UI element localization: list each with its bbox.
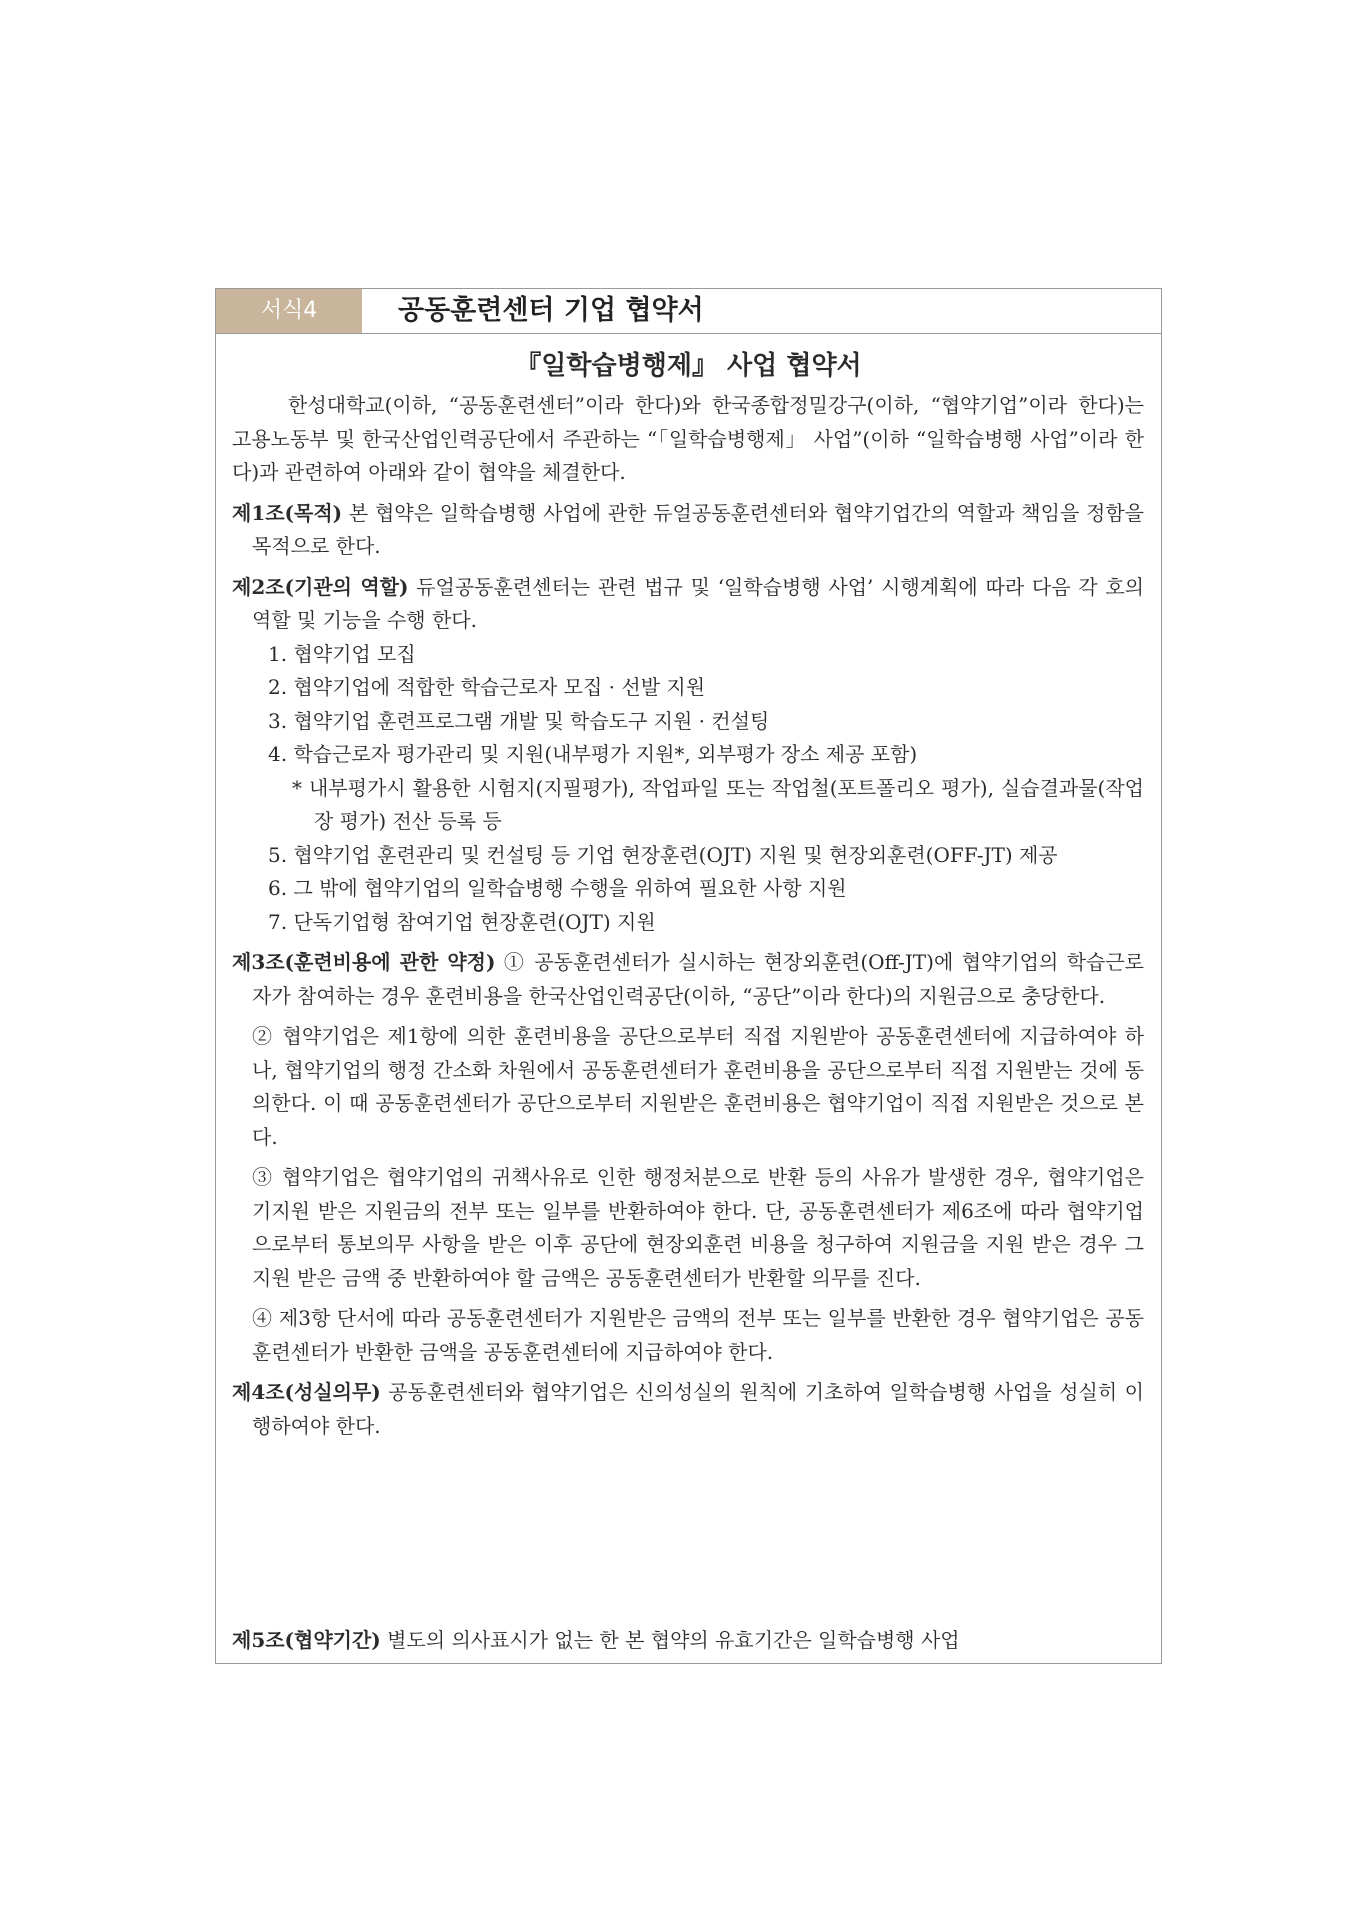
form-frame bbox=[215, 288, 1162, 1664]
list-item: 4. 학습근로자 평가관리 및 지원(내부평가 지원*, 외부평가 장소 제공 포함) bbox=[268, 742, 918, 766]
article-5-text: 별도의 의사표시가 없는 한 본 협약의 유효기간은 일학습병행 사업 bbox=[380, 1628, 960, 1652]
article-5-title: 제5조(협약기간) bbox=[232, 1628, 381, 1652]
document-body bbox=[232, 389, 1144, 1450]
article-4 bbox=[232, 1376, 1144, 1443]
article-2-text: 듀얼공동훈련센터는 관련 법규 및 ‘일학습병행 사업’ 시행계획에 따라 다음 각 호의 역할 및 기능을 수행 한다. bbox=[252, 574, 1144, 632]
article-1-title: 제1조(목적) bbox=[232, 500, 343, 525]
list-item-note: * 내부평가시 활용한 시험지(지필평가), 작업파일 또는 작업철(포트폴리오 평가), 실습결과물(작업장 평가) 전산 등록 등 bbox=[292, 775, 1144, 833]
list-item: 6. 그 밖에 협약기업의 일학습병행 수행을 위하여 필요한 사항 지원 bbox=[268, 876, 847, 900]
article-5 bbox=[232, 1624, 1164, 1658]
form-header bbox=[216, 289, 1161, 334]
list-item: 3. 협약기업 훈련프로그램 개발 및 학습도구 지원 · 컨설팅 bbox=[268, 708, 770, 733]
article-2 bbox=[232, 571, 1144, 638]
list-item: 2. 협약기업에 적합한 학습근로자 모집 · 선발 지원 bbox=[268, 675, 706, 699]
form-number-badge: 서식4 bbox=[216, 289, 362, 333]
list-item: 7. 단독기업형 참여기업 현장훈련(OJT) 지원 bbox=[268, 909, 656, 934]
article-3-title: 제3조(훈련비용에 관한 약정) bbox=[232, 950, 496, 974]
intro-paragraph: 한성대학교(이하, “공동훈련센터”이라 한다)와 한국종합정밀강구(이하, “협약기업”이라 한다)는 고용노동부 및 한국산업인력공단에서 주관하는 “「일학습병행제」 사업”(이하 “일학습병행 사업”이라 한다)과 관련하여 아래와 같이 협약을 체결한다. bbox=[232, 393, 1144, 484]
article-3-text: ① 공동훈련센터가 실시하는 현장외훈련(Off-JT)에 협약기업의 학습근로자가 참여하는 경우 훈련비용을 한국산업인력공단(이하, “공단”이라 한다)의 지원금으로 충당한다. bbox=[252, 950, 1145, 1008]
list-item: 5. 협약기업 훈련관리 및 컨설팅 등 기업 현장훈련(OJT) 지원 및 현장외훈련(OFF-JT) 제공 bbox=[268, 842, 1058, 867]
article-1-text: 본 협약은 일학습병행 사업에 관한 듀얼공동훈련센터와 협약기업간의 역할과 책임을 정함을 목적으로 한다. bbox=[252, 500, 1144, 558]
form-title: 공동훈련센터 기업 협약서 bbox=[398, 295, 704, 326]
article-4-text: 공동훈련센터와 협약기업은 신의성실의 원칙에 기초하여 일학습병행 사업을 성실히 이행하여야 한다. bbox=[252, 1380, 1144, 1438]
article-1 bbox=[232, 497, 1144, 564]
article-3-clause-4: ④ 제3항 단서에 따라 공동훈련센터가 지원받은 금액의 전부 또는 일부를 반환한 경우 협약기업은 공동훈련센터가 반환한 금액을 공동훈련센터에 지급하여야 한다. bbox=[252, 1306, 1144, 1364]
article-3-clause-3: ③ 협약기업은 협약기업의 귀책사유로 인한 행정처분으로 반환 등의 사유가 발생한 경우, 협약기업은 기지원 받은 지원금의 전부 또는 일부를 반환하여야 한다. 단, 공동훈련센터가 제6조에 따라 협약기업으로부터 통보의무 사항을 받은 이후 공단에 현장외훈련 비용을 청구하여 지원금을 지원 받은 경우 그 지원 받은 금액 중 반환하여야 할 금액은 공동훈련센터가 반환할 의무를 진다. bbox=[252, 1165, 1144, 1290]
document-title: 『일학습병행제』 사업 협약서 bbox=[515, 351, 862, 381]
article-3-clause-2: ② 협약기업은 제1항에 의한 훈련비용을 공단으로부터 직접 지원받아 공동훈련센터에 지급하여야 하나, 협약기업의 행정 간소화 차원에서 공동훈련센터가 훈련비용을 공단으로부터 직접 지원받는 것에 동의한다. 이 때 공동훈련센터가 공단으로부터 지원받은 훈련비용은 협약기업이 직접 지원받은 것으로 본다. bbox=[252, 1024, 1144, 1149]
article-3 bbox=[232, 946, 1144, 1013]
article-2-title: 제2조(기관의 역할) bbox=[232, 574, 409, 599]
list-item: 1. 협약기업 모집 bbox=[268, 641, 416, 666]
article-2-items bbox=[232, 638, 1144, 940]
article-4-title: 제4조(성실의무) bbox=[232, 1380, 381, 1404]
